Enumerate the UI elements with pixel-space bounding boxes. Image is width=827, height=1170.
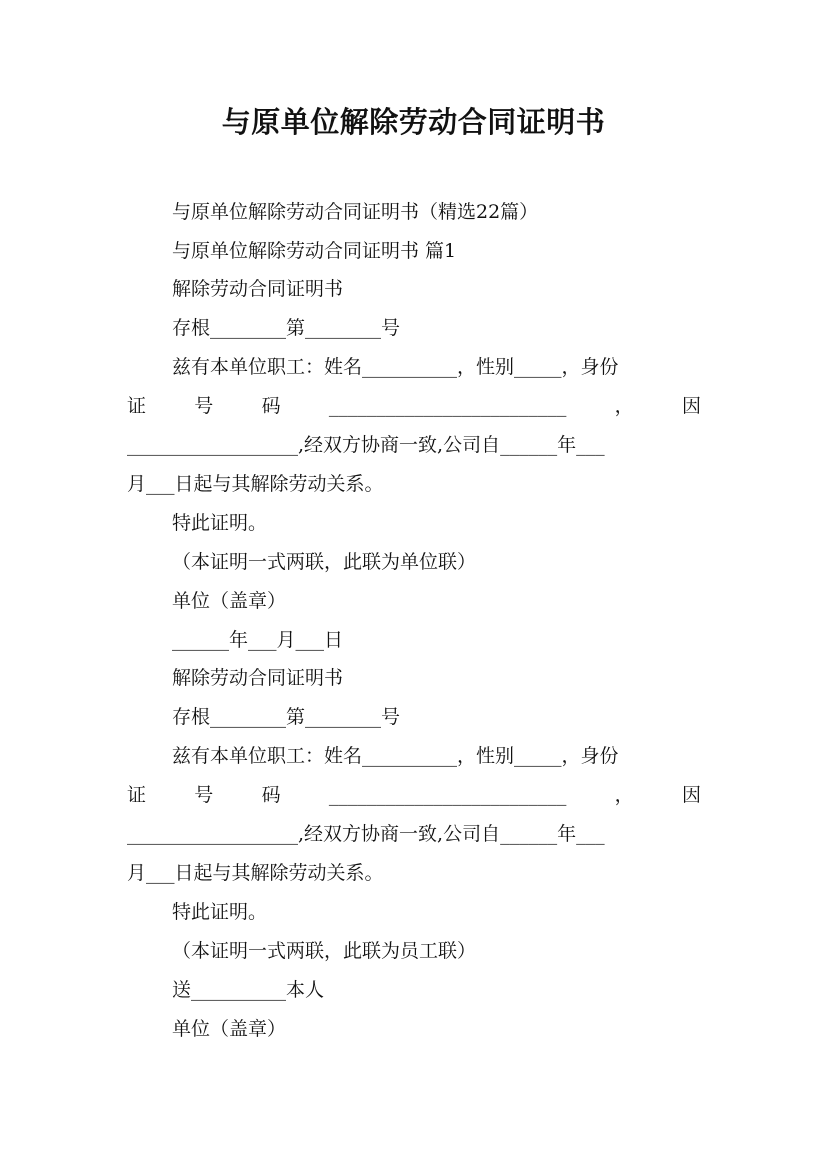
id-char-1: 证 [127, 784, 147, 806]
section2-note: （本证明一式两联，此联为员工联） [172, 940, 477, 962]
section1-heading: 解除劳动合同证明书 [172, 278, 344, 300]
id-blank: _________________________ [328, 784, 567, 806]
piece-heading: 与原单位解除劳动合同证明书 篇1 [172, 240, 457, 262]
section2-heading: 解除劳动合同证明书 [172, 667, 344, 689]
section1-note: （本证明一式两联，此联为单位联） [172, 551, 477, 573]
id-char-3: 码 [261, 395, 281, 417]
id-char-2: 号 [194, 784, 214, 806]
id-char-1: 证 [127, 395, 147, 417]
section1-date: ______年___月___日 [172, 629, 344, 651]
reason-char: 因 [681, 395, 701, 417]
reason-char: 因 [681, 784, 701, 806]
comma: ， [614, 395, 634, 417]
section2-stub: 存根________第________号 [172, 706, 401, 728]
section2-send: 送__________本人 [172, 979, 325, 1001]
section2-paragraph-line1: 兹有本单位职工：姓名__________，性别_____，身份 [172, 745, 619, 767]
id-char-3: 码 [261, 784, 281, 806]
id-blank: _________________________ [328, 395, 567, 417]
section2-certify: 特此证明。 [172, 901, 268, 923]
section2-paragraph-line4: 月___日起与其解除劳动关系。 [127, 862, 384, 884]
intro-line: 与原单位解除劳动合同证明书（精选22篇） [172, 201, 539, 223]
section1-paragraph-line3: __________________,经双方协商一致,公司自______年___ [127, 434, 605, 456]
section1-paragraph-line2 [127, 387, 701, 426]
comma: ， [614, 784, 634, 806]
page-title: 与原单位解除劳动合同证明书 [221, 105, 606, 139]
section2-seal: 单位（盖章） [172, 1018, 287, 1040]
section1-stub: 存根________第________号 [172, 317, 401, 339]
section1-seal: 单位（盖章） [172, 590, 287, 612]
section1-paragraph-line4: 月___日起与其解除劳动关系。 [127, 473, 384, 495]
id-char-2: 号 [194, 395, 214, 417]
section1-certify: 特此证明。 [172, 512, 268, 534]
section1-paragraph-line1: 兹有本单位职工：姓名__________，性别_____，身份 [172, 356, 619, 378]
section2-paragraph-line3: __________________,经双方协商一致,公司自______年___ [127, 823, 605, 845]
section2-paragraph-line2 [127, 776, 701, 815]
